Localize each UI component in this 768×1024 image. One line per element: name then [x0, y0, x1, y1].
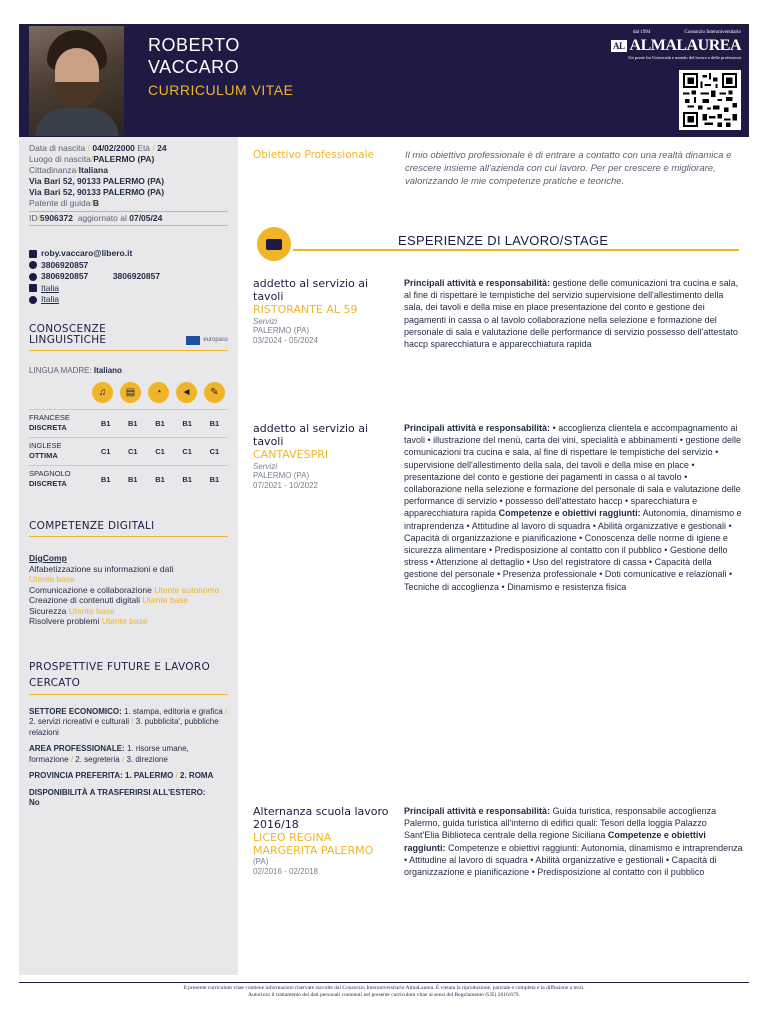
table-row: SPAGNOLO DISCRETA B1 B1 B1 B1 B1 [29, 465, 228, 493]
privacy-footer: Il presente curriculum vitae contiene informazioni riservate raccolte dal Consorzio Interuniversitario AlmaLaurea. È vietata la riproduzione, parziale e completa e la diffusione a terzi. Autorizzo il trattamento dei dati personali contenuti nel presente curriculum vitae ai sensi del Regolamento (UE) 2016/679. [19, 982, 749, 999]
digcomp-link[interactable]: DigComp [29, 553, 67, 563]
job-role: addetto al servizio ai tavoli [253, 277, 369, 303]
future-prospects: SETTORE ECONOMICO: 1. stampa, editoria e grafica / 2. servizi ricreativi e culturali / 3. pubblicita', pubbliche relazioni AREA PROFESSIONALE: 1. risorse umane, formazione / 2. segreteria / 3. direzione PROVINCIA PREFERITA: 1. PALERMO / 2. ROMA DISPONIBILITÀ A TRASFERIRSI ALL'ESTERO: No [29, 706, 228, 807]
phone-icon [29, 261, 37, 269]
email-contact[interactable]: roby.vaccaro@libero.it [29, 248, 228, 260]
job-sector: Servizi [253, 462, 278, 471]
table-row: INGLESE OTTIMA C1 C1 C1 C1 C1 [29, 437, 228, 465]
phone-contact[interactable]: 3806920857 3806920857 [29, 271, 228, 283]
book-icon: ▤ [120, 382, 141, 403]
qr-code[interactable] [679, 70, 741, 130]
language-table [29, 409, 228, 494]
address-line: Via Bari 52, 90133 PALERMO (PA) [29, 176, 165, 186]
section-title: ESPERIENZE DI LAVORO/STAGE [398, 233, 609, 248]
address-line: Via Bari 52, 90133 PALERMO (PA) [29, 187, 165, 197]
cv-header [19, 24, 749, 137]
social-link[interactable]: Italia [29, 283, 228, 295]
section-title: COMPETENZE DIGITALI [29, 520, 155, 532]
license-info: Patente di guida/B [29, 198, 99, 208]
digital-header [29, 521, 228, 537]
table-row: FRANCESE DISCRETA B1 B1 B1 B1 B1 [29, 409, 228, 437]
birth-info: Data di nascita / 04/02/2000 Età / 24 [29, 143, 167, 153]
language-skill-icons [29, 382, 228, 403]
digital-skills: DigComp Alfabetizzazione su informazioni e dati Utente base Comunicazione e collaborazione Utente autonomo Creazione di contenuti digitali Utente base Sicurezza Utente base Risolvere problemi Utente base [29, 553, 228, 627]
job-company: CANTAVESPRI [253, 448, 329, 461]
job-dates: 07/2021 - 10/2022 [253, 481, 318, 490]
birthplace-info: Luogo di nascita/PALERMO (PA) [29, 154, 155, 164]
job-dates: 02/2016 - 02/2018 [253, 867, 318, 876]
section-title: CONOSCENZE LINGUISTICHE [29, 322, 107, 346]
job-role: Alternanza scuola lavoro 2016/18 [253, 805, 389, 831]
job-location: PALERMO (PA) [253, 326, 310, 335]
job-company: RISTORANTE AL 59 [253, 303, 358, 316]
headphones-icon: ♫ [92, 382, 113, 403]
envelope-icon [29, 250, 37, 258]
document-title: CURRICULUM VITAE [148, 82, 294, 98]
mother-language: LINGUA MADRE: Italiano [29, 365, 122, 375]
network-icon [29, 284, 37, 292]
briefcase-icon [257, 227, 291, 261]
phone-contact[interactable]: 3806920857 [29, 260, 228, 272]
web-link[interactable]: Italia [29, 294, 228, 306]
job-description: Principali attività e responsabilità: • accoglienza clientela e accompagnamento ai tavoli • illustrazione del menù, carta dei vini, specialità e abbinamenti • gestione delle comunicazioni tra cucina e sala, al fine di rispettare le tempistiche del servizio • supervisione dell'allestimento della sala, dei tavoli e della mise en place • presentazione del conto e gestione dei pagamenti in cassa o al tavolo • collaborazione nella selezione e formazione del personale di sala e valutazione delle performance di servizio • possesso dell'attestato haccp • sparecchiatura e apparecchiatura rapida Competenze e obiettivi raggiunti: Autonomia, dinamismo e intraprendenza • Attitudine al lavoro di squadra • Abilità organizzative e gestionali • Capacità di organizzazione e pianificazione • Conoscenza delle norme di igiene e sicurezza alimentare • Predisposizione al contatto con il pubblico • Gestione dello stress • Attenzione al dettaglio • Uso del registratore di cassa • Capacità della gestione del personale • Presenza professionale • Doti comunicative e relazionali • Tecniche di accoglienza • Dinamismo e resistenza fisica [404, 423, 742, 592]
languages-header [29, 324, 228, 351]
objective-text: Il mio obiettivo professionale è di entrare a contatto con una realtà dinamica e crescere insieme all'azienda con cui lavoro. Per per crescere e migliorare, valorizzando le mie competenze pratiche e teoriche. [405, 150, 732, 187]
job-dates: 03/2024 - 05/2024 [253, 336, 318, 345]
candidate-name: ROBERTO VACCARO [148, 35, 240, 77]
job-role: addetto al servizio ai tavoli [253, 422, 369, 448]
job-description: Principali attività e responsabilità: Guida turistica, responsabile accoglienza Palermo, guida turistica all'interno di edifici quali: Tesori della loggia Palazzo Sant'Elia Biblioteca centrale della regione Siciliana Competenze e obiettivi raggiunti: Competenze e obiettivi raggiunti: Autonomia, dinamismo e intraprendenza • Attitudine al lavoro di squadra • Abilità organizzative e gestionali • Capacità di organizzazione e pianificazione • Predisposizione al contatto con il pubblico [404, 806, 743, 878]
future-header [29, 659, 228, 695]
globe-icon [29, 296, 37, 304]
objective-label: Obiettivo Professionale [253, 149, 374, 161]
job-location: (PA) [253, 857, 269, 866]
experience-header [253, 227, 739, 259]
sidebar [19, 137, 238, 975]
job-sector: Servizi [253, 317, 278, 326]
job-company: LICEO REGINA MARGERITA PALERMO [253, 831, 374, 857]
phone-icon [29, 273, 37, 281]
speech-bubbles-icon: ◔ [148, 382, 169, 403]
job-location: PALERMO (PA) [253, 471, 310, 480]
job-description: Principali attività e responsabilità: gestione delle comunicazioni tra cucina e sala, al fine di rispettare le tempistiche del servizio supervisione dell'allestimento della sala, dei tavoli e della mise en place presentazione del conto e gestione dei pagamenti in cassa o al tavolo collaborazione nella selezione e formazione del personale di sala e valutazione delle performance di servizio possesso dell'attestato haccp sparecchiatura e apparecchiatura rapida [404, 278, 739, 350]
megaphone-icon: ◄ [176, 382, 197, 403]
almalaurea-logo: dal 1994 Consorzio Interuniversitario AL ALMALAUREA Un ponte fra Università e mondo del lavoro e delle professioni [613, 30, 741, 60]
citizenship-info: Cittadinanza/Italiana [29, 165, 108, 175]
europass-logo: europass [186, 335, 228, 346]
id-info: ID/5906372 aggiornato al 07/05/24 [29, 211, 228, 226]
profile-photo [29, 26, 124, 136]
contacts [29, 248, 228, 306]
section-title: PROSPETTIVE FUTURE E LAVORO CERCATO [29, 660, 211, 689]
pen-icon: ✎ [204, 382, 225, 403]
